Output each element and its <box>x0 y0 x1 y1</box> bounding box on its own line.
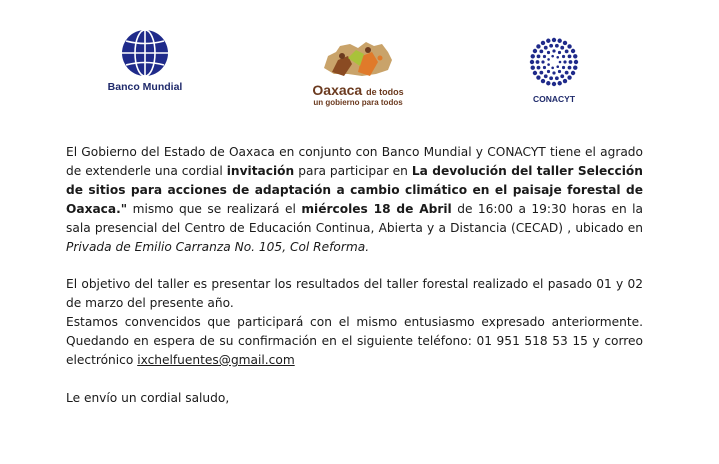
banco-mundial-label: Banco Mundial <box>107 81 183 93</box>
event-date: miércoles 18 de Abril <box>301 201 452 216</box>
conacyt-logo <box>524 36 584 104</box>
objective-paragraph: El objetivo del taller es presentar los resultados del taller forestal realizado el pasado 01 y 02 de marzo del presente año. <box>66 277 643 311</box>
invitation-keyword: invitación <box>226 163 295 178</box>
invitation-text-1: El Gobierno del Estado de Oaxaca en conjunto con Banco Mundial y CONACYT tiene el agrado de extenderle una cordial <box>66 145 643 178</box>
conacyt-dots-icon <box>528 36 580 88</box>
confirmation-paragraph <box>66 313 643 370</box>
oaxaca-title-main: Oaxaca <box>312 82 363 98</box>
banco-mundial-logo <box>95 28 195 93</box>
closing-line: Le envío un cordial saludo, <box>66 390 230 405</box>
oaxaca-title <box>298 84 418 98</box>
logo-header <box>0 0 719 120</box>
oaxaca-title-suffix: de todos <box>366 87 404 97</box>
workshop-title: La devolución del taller Selección de sitios para acciones de adaptación a cambio climático en el paisaje forestal de Oaxaca." <box>66 163 643 216</box>
invitation-paragraph <box>66 143 643 256</box>
invitation-text-3: mismo que se realizará el <box>127 201 302 216</box>
oaxaca-logo <box>298 38 418 107</box>
globe-icon <box>120 28 170 78</box>
oaxaca-subtitle: un gobierno para todos <box>313 98 403 107</box>
email-link[interactable]: ixchelfuentes@gmail.com <box>137 352 295 367</box>
confirmation-text: Estamos convencidos que participará con el mismo entusiasmo expresado anteriormente. Quedando en espera de su confirmación en el siguiente teléfono: 01 951 518 53 15 y correo electrónico <box>66 315 643 367</box>
invitation-text-4: de 16:00 a 19:30 horas en la sala presencial del Centro de Educación Continua, Abierta y a Distancia (CECAD) , ubicado en <box>66 201 644 235</box>
letter-body <box>66 143 643 408</box>
conacyt-label: CONACYT <box>532 94 576 104</box>
invitation-text-2: para participar en <box>294 163 412 178</box>
oaxaca-map-icon <box>318 38 398 80</box>
event-address: Privada de Emilio Carranza No. 105, Col Reforma. <box>66 239 370 254</box>
